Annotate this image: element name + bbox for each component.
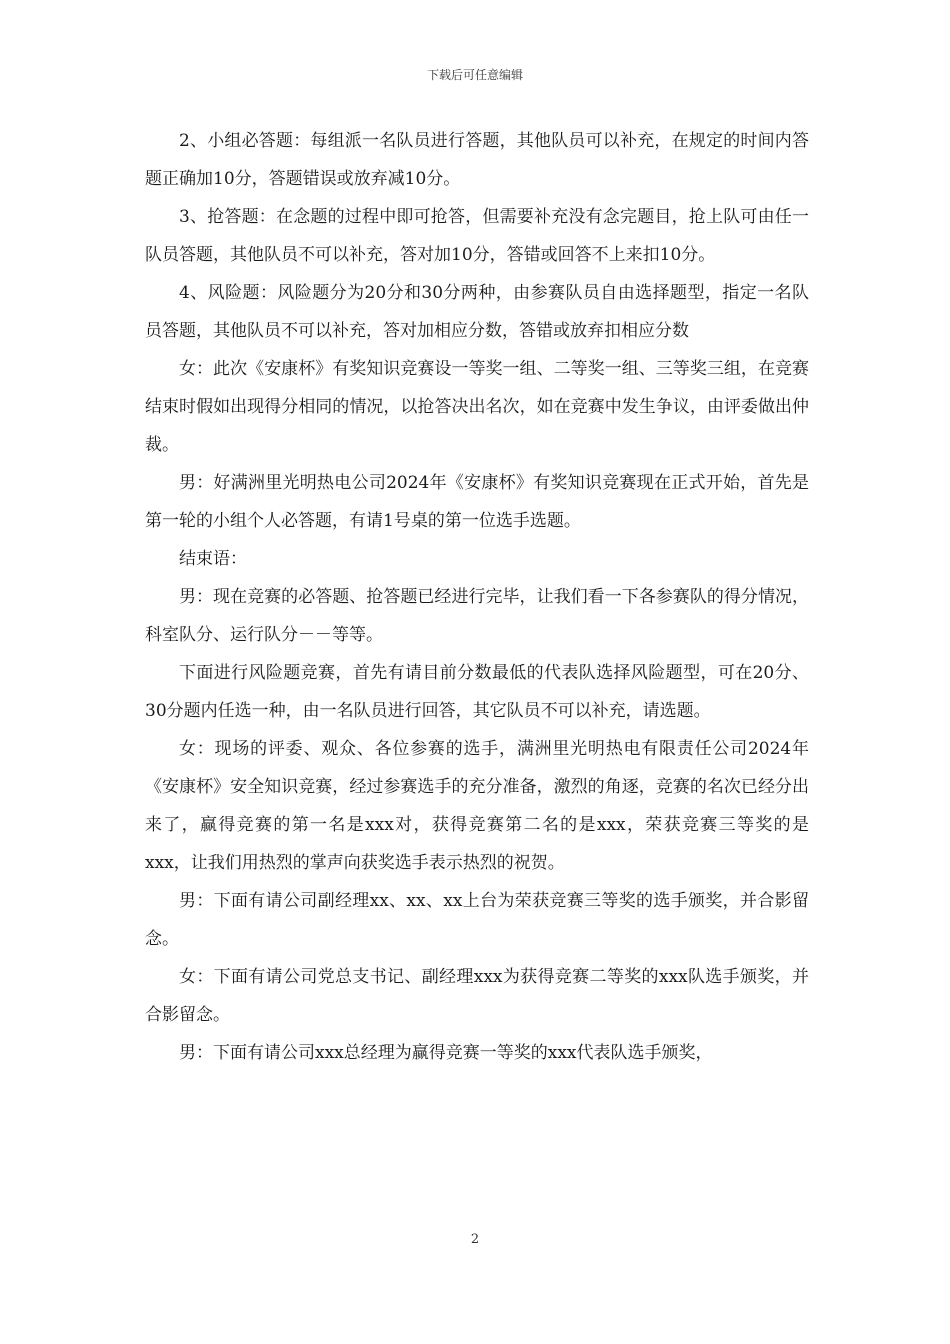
page-number: 2 — [470, 1232, 480, 1247]
paragraph-male-third-prize: 男：下面有请公司副经理xx、xx、xx上台为荣获竞赛三等奖的选手颁奖，并合影留念。 — [145, 891, 809, 949]
paragraph-female-awards: 女：此次《安康杯》有奖知识竞赛设一等奖一组、二等奖一组、三等奖三组，在竞赛结束时假如出现得分相同的情况，以抢答决出名次，如在竞赛中发生争议，由评委做出仲裁。 — [145, 359, 809, 455]
paragraph-male-scores: 男：现在竞赛的必答题、抢答题已经进行完毕，让我们看一下各参赛队的得分情况，科室队分、运行队分－－等等。 — [145, 587, 809, 645]
paragraph-female-results: 女：现场的评委、观众、各位参赛的选手，满洲里光明热电有限责任公司2024年《安康杯》安全知识竞赛，经过参赛选手的充分准备，激烈的角逐，竞赛的名次已经分出来了，赢得竞赛的第一名是xxx对，获得竞赛第二名的是xxx，荣获竞赛三等奖的是xxx，让我们用热烈的掌声向获奖选手表示热烈的祝贺。 — [145, 739, 809, 873]
paragraph-rule-3: 3、抢答题：在念题的过程中即可抢答，但需要补充没有念完题目，抢上队可由任一队员答题，其他队员不可以补充，答对加10分，答错或回答不上来扣10分。 — [145, 207, 809, 265]
paragraph-rule-4: 4、风险题：风险题分为20分和30分两种，由参赛队员自由选择题型，指定一名队员答题，其他队员不可以补充，答对加相应分数，答错或放弃扣相应分数 — [145, 283, 809, 341]
paragraph-rule-2: 2、小组必答题：每组派一名队员进行答题，其他队员可以补充，在规定的时间内答题正确加10分，答题错误或放弃减10分。 — [145, 131, 809, 189]
paragraph-male-first-prize: 男：下面有请公司xxx总经理为赢得竞赛一等奖的xxx代表队选手颁奖， — [179, 1043, 713, 1063]
paragraph-female-second-prize: 女：下面有请公司党总支书记、副经理xxx为获得竞赛二等奖的xxx队选手颁奖，并合影留念。 — [145, 967, 809, 1025]
paragraph-closing-heading: 结束语： — [179, 549, 247, 569]
paragraph-male-start: 男：好满洲里光明热电公司2024年《安康杯》有奖知识竞赛现在正式开始，首先是第一轮的小组个人必答题，有请1号桌的第一位选手选题。 — [145, 473, 809, 531]
document-body — [145, 122, 809, 1072]
paragraph-risk-round: 下面进行风险题竞赛，首先有请目前分数最低的代表队选择风险题型，可在20分、30分题内任选一种，由一名队员进行回答，其它队员不可以补充，请选题。 — [145, 663, 809, 721]
page-header-note: 下载后可任意编辑 — [426, 68, 523, 82]
